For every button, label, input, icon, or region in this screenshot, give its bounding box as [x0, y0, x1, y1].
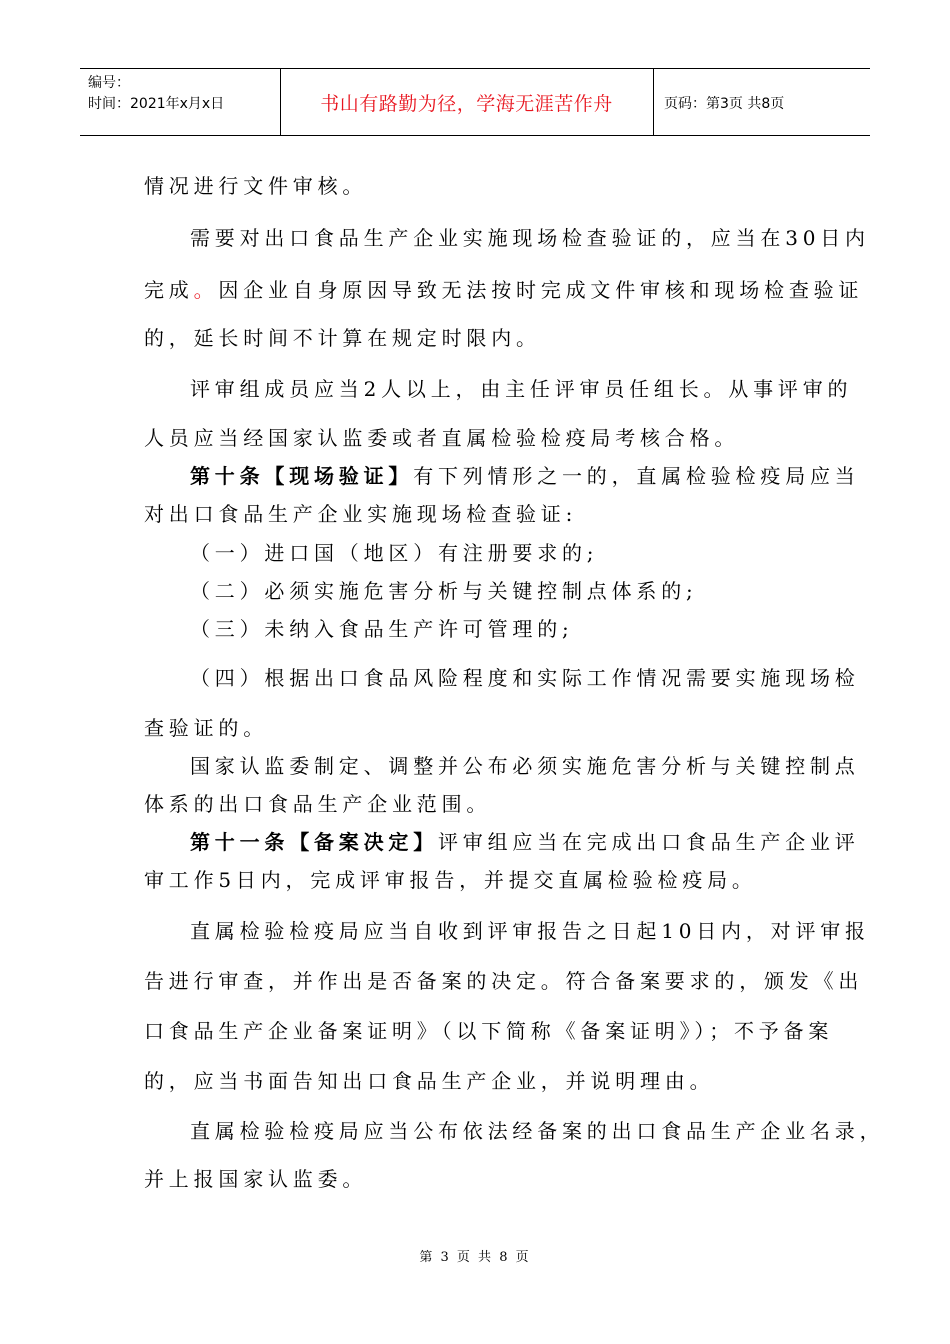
paragraph-line: 查验证的。 — [144, 716, 268, 740]
text-span: 完成 — [144, 278, 194, 302]
article-title: 第十条【现场验证】 — [190, 464, 414, 488]
paragraph-line: 体系的出口食品生产企业范围。 — [144, 792, 492, 816]
text-span: 有下列情形之一的，直属检验检疫局应当 — [413, 464, 860, 488]
document-date-label: 时间：2021年x月x日 — [88, 96, 225, 112]
list-item: （一）进口国（地区）有注册要求的; — [190, 541, 599, 565]
header-divider — [653, 69, 654, 135]
paragraph-line: 并上报国家认监委。 — [144, 1167, 368, 1191]
document-number-label: 编号： — [88, 75, 130, 91]
paragraph-line: 的，延长时间不计算在规定时限内。 — [144, 326, 541, 350]
page-footer: 第 3 页 共 8 页 — [419, 1250, 531, 1265]
article-title: 第十一条【备案决定】 — [190, 830, 438, 854]
paragraph-line: 对出口食品生产企业实施现场检查验证: — [144, 502, 578, 526]
document-header — [80, 68, 870, 136]
paragraph-line: 人员应当经国家认监委或者直属检验检疫局考核合格。 — [144, 426, 740, 450]
paragraph-line: 直属检验检疫局应当自收到评审报告之日起10日内，对评审报 — [190, 919, 870, 943]
paragraph-line: 国家认监委制定、调整并公布必须实施危害分析与关键控制点 — [190, 754, 860, 778]
paragraph-line — [144, 274, 863, 303]
paragraph-line: 口食品生产企业备案证明》（以下简称《备案证明》）；不予备案 — [144, 1019, 834, 1043]
list-item: （二）必须实施危害分析与关键控制点体系的; — [190, 579, 698, 603]
paragraph-line: 的，应当书面告知出口食品生产企业，并说明理由。 — [144, 1069, 715, 1093]
paragraph-line: 直属检验检疫局应当公布依法经备案的出口食品生产企业名录， — [190, 1119, 885, 1143]
header-meta — [88, 73, 224, 115]
header-motto: 书山有路勤为径，学海无涯苦作舟 — [320, 93, 613, 115]
paragraph-line: 需要对出口食品生产企业实施现场检查验证的，应当在30日内 — [190, 226, 870, 250]
paragraph-line: 告进行审查，并作出是否备案的决定。符合备案要求的，颁发《出 — [144, 969, 864, 993]
paragraph-line: 情况进行文件审核。 — [144, 174, 368, 198]
list-item: （三）未纳入食品生产许可管理的; — [190, 617, 574, 641]
highlighted-punctuation: 。 — [193, 278, 219, 302]
paragraph-line: 审工作5日内，完成评审报告，并提交直属检验检疫局。 — [144, 868, 757, 892]
article-heading-line — [190, 460, 860, 489]
header-page-number: 页码：第3页 共8页 — [664, 96, 785, 112]
paragraph-line: 评审组成员应当2人以上，由主任评审员任组长。从事评审的 — [190, 377, 853, 401]
text-span: 评审组应当在完成出口食品生产企业评 — [438, 830, 860, 854]
list-item: （四）根据出口食品风险程度和实际工作情况需要实施现场检 — [190, 666, 860, 690]
article-heading-line — [190, 826, 860, 855]
text-span: 因企业自身原因导致无法按时完成文件审核和现场检查验证 — [218, 278, 864, 302]
